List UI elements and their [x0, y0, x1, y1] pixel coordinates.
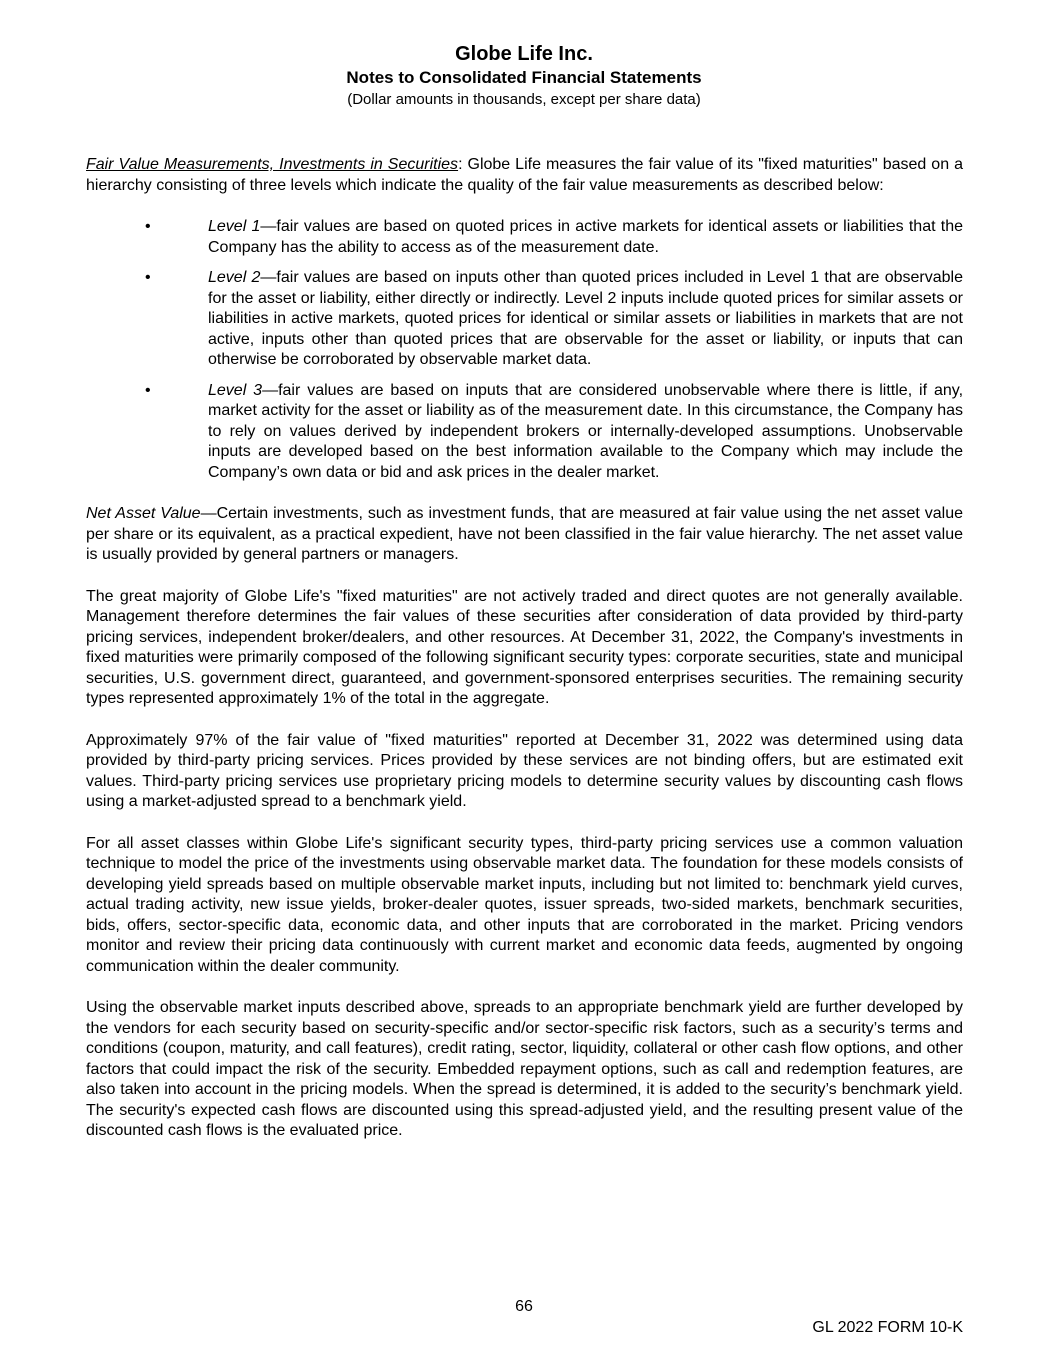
list-item-level-1 [86, 217, 963, 258]
level-label: Level 1 [208, 218, 261, 235]
body-paragraph: For all asset classes within Globe Life's significant security types, third-party pricing services use a common valuation technique to model the price of the investments using observable market data. The foundation for these models consists of developing yield spreads based on multiple observable market inputs, including but not limited to: benchmark yield curves, actual trading activity, new issue yields, broker-dealer quotes, issuer spreads, two-sided markets, benchmark securities, bids, offers, sector-specific data, economic data, and other inputs that are corroborated in the market. Pricing vendors monitor and review their pricing data continuously with current market and economic data feeds, augmented by ongoing communication within the dealer community. [86, 834, 963, 975]
page-header [0, 42, 1048, 110]
nav-label: Net Asset Value [86, 505, 201, 522]
body-paragraph: The great majority of Globe Life's "fixed maturities" are not actively traded and direct quotes are not generally available. Management therefore determines the fair values of these securities after consideration of data provided by third-party pricing services, independent broker/dealers, and other resources. At December 31, 2022, the Company's investments in fixed maturities were primarily composed of the following significant security types: corporate securities, state and municipal securities, U.S. government direct, guaranteed, and government-sponsored enterprises securities. The remaining security types represented approximately 1% of the total in the aggregate. [86, 587, 963, 707]
body-paragraph: Approximately 97% of the fair value of "fixed maturities" reported at December 31, 2022 was determined using data provided by third-party pricing services. Prices provided by these services are not binding offers, but are estimated exit values. Third-party pricing services use proprietary pricing models to determine security values by discounting cash flows using a market-adjusted spread to a benchmark yield. [86, 731, 963, 810]
page-title: Notes to Consolidated Financial Statements [346, 68, 702, 87]
company-name: Globe Life Inc. [455, 43, 593, 65]
level-text: —fair values are based on inputs other than quoted prices included in Level 1 that are observable for the asset or liability, either directly or indirectly. Level 2 inputs include quoted prices for similar assets or liabilities in active markets, quoted prices for identical or similar assets or liabilities in markets that are not active, inputs other than quoted prices that are observable for the asset or liability, or inputs that can otherwise be corroborated by observable market data. [208, 269, 963, 368]
page-number: 66 [515, 1298, 533, 1315]
bullet-icon: • [145, 269, 151, 286]
bullet-icon: • [145, 381, 151, 399]
intro-paragraph [86, 155, 963, 196]
bullet-icon: • [145, 218, 151, 235]
nav-text: —Certain investments, such as investment funds, that are measured at fair value using the net asset value per share or its equivalent, as a practical expedient, have not been classified in the fair value hierarchy. The net asset value is usually provided by general partners or managers. [86, 505, 963, 563]
body-paragraph: Using the observable market inputs described above, spreads to an appropriate benchmark yield are further developed by the vendors for each security based on security-specific and/or sector-specific risk factors, such as a security’s terms and conditions (coupon, maturity, and call features), credit rating, sector, liquidity, collateral or other cash flow options, and other factors that could impact the risk of the security. Embedded repayment options, such as call and redemption features, are also taken into account in the pricing models. When the spread is determined, it is added to the security’s benchmark yield. The security's expected cash flows are discounted using this spread-adjusted yield, and the resulting present value of the discounted cash flows is the evaluated price. [86, 999, 963, 1139]
intro-text: : Globe Life measures the fair value of its "fixed maturities" based on a hierarchy consisting of three levels which indicate the quality of the fair value measurements as described below: [86, 156, 963, 194]
net-asset-value-paragraph [86, 504, 963, 566]
level-label: Level 2 [208, 269, 261, 286]
list-item-level-3 [86, 381, 963, 484]
list-item-level-2 [86, 268, 963, 371]
level-label: Level 3 [208, 381, 263, 399]
fair-value-levels-list [86, 217, 963, 483]
level-text: —fair values are based on inputs that are considered unobservable where there is little, if any, market activity for the asset or liability as of the measurement date. In this circumstance, the Company has to rely on values derived by independent brokers or internally-developed assumptions. Unobservable inputs are developed based on the best information available to the Company which may include the Company’s own data or bid and ask prices in the dealer market. [208, 381, 964, 481]
footer-form-label: GL 2022 FORM 10-K [812, 1319, 963, 1336]
section-heading: Fair Value Measurements, Investments in Securities [86, 156, 459, 173]
page-subtitle: (Dollar amounts in thousands, except per share data) [347, 91, 701, 108]
document-body [86, 155, 963, 1163]
level-text: —fair values are based on quoted prices in active markets for identical assets or liabilities that the Company has the ability to access as of the measurement date. [208, 218, 963, 256]
